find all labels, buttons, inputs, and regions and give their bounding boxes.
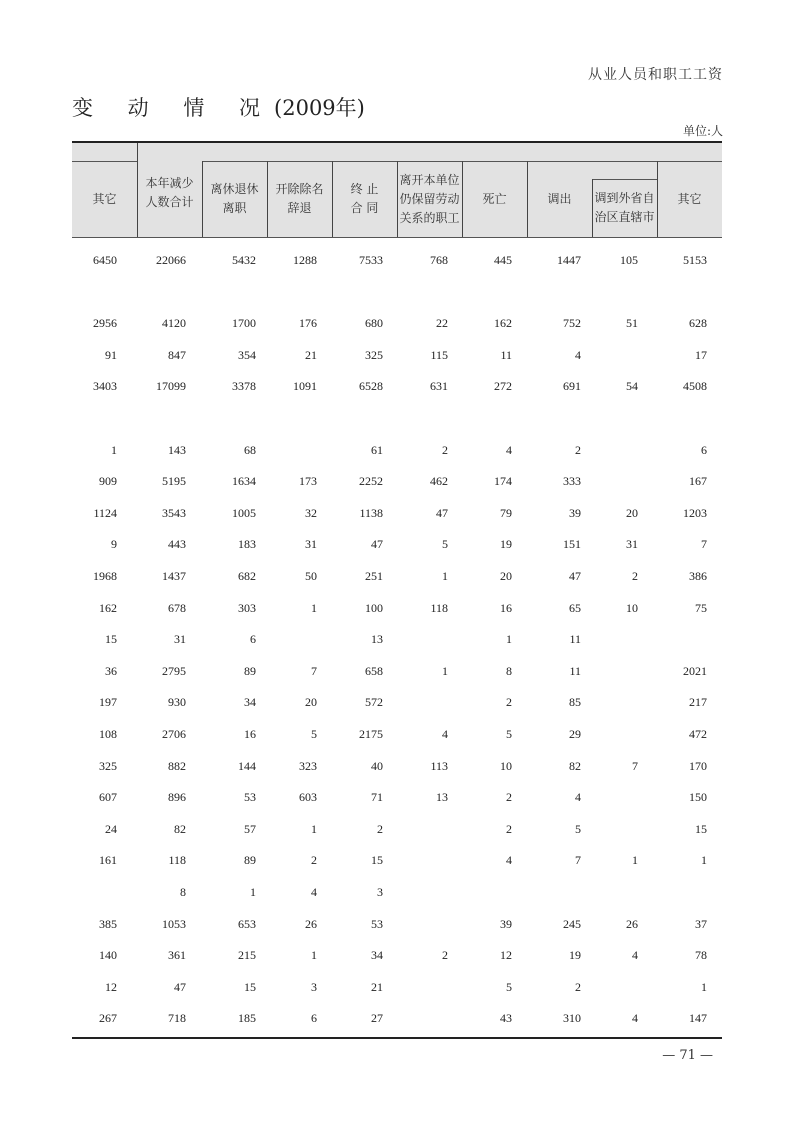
table-cell: 27 (371, 1011, 383, 1026)
table-cell: 752 (563, 316, 581, 331)
table-cell: 82 (569, 758, 581, 773)
table-cell: 443 (168, 537, 186, 552)
table-cell: 26 (626, 916, 638, 931)
table-cell: 26 (305, 916, 317, 931)
table-row (72, 503, 722, 523)
table-cell: 13 (371, 632, 383, 647)
table-cell: 658 (365, 663, 383, 678)
table-cell: 2 (506, 695, 512, 710)
table-cell: 16 (244, 727, 256, 741)
table-cell: 1124 (93, 505, 117, 520)
page-number: — 71 — (662, 1048, 713, 1063)
table-cell: 16 (500, 600, 512, 615)
table-cell: 607 (99, 790, 117, 805)
table-cell: 173 (299, 474, 317, 489)
table-cell: 2252 (359, 474, 383, 489)
table-cell: 653 (238, 916, 256, 931)
table-cell (452, 882, 512, 902)
table-row (72, 440, 722, 460)
table-cell: 691 (563, 379, 581, 394)
running-head: 从业人员和职工工资 (588, 67, 723, 83)
table-cell: 162 (494, 316, 512, 331)
table-row (72, 945, 722, 965)
table-cell: 896 (168, 790, 186, 805)
table-cell (647, 629, 707, 649)
table-cell: 68 (244, 442, 256, 457)
table-cell: 3378 (232, 379, 256, 394)
table-cell: 325 (99, 758, 117, 773)
table-cell (578, 471, 638, 491)
table-cell: 10 (500, 758, 512, 773)
table-cell: 47 (371, 537, 383, 552)
table-cell (388, 882, 448, 902)
table-cell: 882 (168, 758, 186, 773)
table-cell: 79 (500, 505, 512, 520)
table-cell: 631 (430, 379, 448, 394)
table-cell: 718 (168, 1011, 186, 1026)
table-cell: 1437 (162, 569, 186, 583)
table-cell: 215 (238, 948, 256, 963)
table-cell: 303 (238, 600, 256, 615)
table-row (72, 313, 722, 333)
table-cell: 7533 (359, 253, 383, 267)
table-cell: 333 (563, 474, 581, 489)
table-cell: 176 (299, 316, 317, 331)
table-cell: 11 (500, 347, 512, 362)
table-cell: 603 (299, 790, 317, 805)
table-cell: 680 (365, 316, 383, 331)
table-cell: 47 (569, 569, 581, 583)
table-cell: 15 (244, 979, 256, 994)
header-col-other-2: 其它 (677, 191, 702, 206)
table-cell: 19 (500, 537, 512, 552)
table-cell: 1 (442, 569, 448, 583)
table-cell: 4 (632, 1011, 638, 1026)
table-row (72, 977, 722, 997)
table-cell: 21 (305, 347, 317, 362)
header-col-to-other-province: 调到外省自 治区直辖市 (594, 191, 655, 224)
table-cell: 2706 (162, 727, 186, 741)
table-cell: 1138 (359, 505, 383, 520)
table-cell: 37 (695, 916, 707, 931)
table-cell (521, 882, 581, 902)
table-cell: 43 (500, 1011, 512, 1026)
table-cell (388, 692, 448, 712)
table-row (72, 914, 722, 934)
table-row (72, 629, 722, 649)
table-cell: 11 (569, 632, 581, 647)
table-cell: 325 (365, 347, 383, 362)
table-row (72, 534, 722, 554)
table-cell (578, 692, 638, 712)
table-cell (388, 1008, 448, 1028)
table-row (72, 345, 722, 365)
table-cell: 1 (701, 853, 707, 868)
table-cell (578, 977, 638, 997)
table-cell: 22066 (156, 253, 186, 267)
table-cell: 161 (99, 853, 117, 868)
table-cell: 118 (430, 600, 448, 615)
table-cell: 217 (689, 695, 707, 710)
table-cell: 6 (701, 442, 707, 457)
table-cell: 1 (442, 663, 448, 678)
table-row (72, 882, 722, 902)
table-cell: 6450 (93, 253, 117, 267)
table-cell: 4 (506, 853, 512, 868)
table-cell: 909 (99, 474, 117, 489)
table-cell: 7 (575, 853, 581, 868)
table-cell: 20 (305, 695, 317, 710)
table-cell: 47 (436, 505, 448, 520)
table-cell: 36 (105, 663, 117, 678)
table-cell: 12 (500, 948, 512, 963)
table-cell: 847 (168, 347, 186, 362)
table-cell: 53 (371, 916, 383, 931)
unit-label: 单位:人 (682, 124, 723, 138)
table-cell: 4 (575, 347, 581, 362)
table-cell: 89 (244, 663, 256, 678)
table-cell: 5 (311, 727, 317, 741)
table-cell: 4 (506, 442, 512, 457)
table-cell (257, 629, 317, 649)
table-cell: 105 (620, 253, 638, 267)
table-cell: 1288 (293, 253, 317, 267)
table-cell: 50 (305, 569, 317, 583)
table-cell: 29 (569, 727, 581, 741)
table-cell: 2 (311, 853, 317, 868)
header-col-left-retained: 离开本单位 仍保留劳动 关系的职工 (399, 172, 460, 225)
header-col-dismissed: 开除除名 辞退 (275, 182, 324, 215)
header-col-transferred-out: 调出 (547, 191, 572, 206)
table-cell: 5 (575, 821, 581, 836)
table-cell: 140 (99, 948, 117, 963)
table-cell: 78 (695, 948, 707, 963)
table-cell (578, 629, 638, 649)
table-cell: 7 (311, 663, 317, 678)
table-cell: 572 (365, 695, 383, 710)
table-cell: 197 (99, 695, 117, 710)
table-cell: 628 (689, 316, 707, 331)
table-cell: 10 (626, 600, 638, 615)
table-cell (578, 882, 638, 902)
table-cell: 170 (689, 758, 707, 773)
table-cell: 22 (436, 316, 448, 331)
table-cell: 174 (494, 474, 512, 489)
table-cell: 1 (701, 979, 707, 994)
table-row (72, 1008, 722, 1028)
table-row (72, 376, 722, 396)
table-cell: 89 (244, 853, 256, 868)
table-cell: 17099 (156, 379, 186, 394)
table-cell: 21 (371, 979, 383, 994)
table-cell: 34 (371, 948, 383, 963)
table-cell: 1700 (232, 316, 256, 331)
table-cell: 7 (632, 758, 638, 773)
table-cell: 4 (311, 885, 317, 899)
table-cell: 2021 (683, 663, 707, 678)
table-cell: 354 (238, 347, 256, 362)
table-cell: 2 (377, 821, 383, 836)
table-row (72, 250, 722, 270)
table-cell: 34 (244, 695, 256, 710)
table-cell: 385 (99, 916, 117, 931)
table-cell: 40 (371, 758, 383, 773)
table-cell: 5153 (683, 253, 707, 267)
table-cell: 144 (238, 758, 256, 773)
table-row (72, 850, 722, 870)
table-cell: 1447 (557, 253, 581, 267)
table-cell: 39 (569, 505, 581, 520)
table-cell: 1 (311, 948, 317, 963)
table-cell: 31 (305, 537, 317, 552)
table-cell: 61 (371, 442, 383, 457)
table-row (72, 566, 722, 586)
table-cell (647, 882, 707, 902)
table-cell: 47 (174, 979, 186, 994)
table-cell: 4 (442, 727, 448, 741)
table-cell: 115 (430, 347, 448, 362)
table-cell: 386 (689, 569, 707, 583)
header-col-deceased: 死亡 (482, 191, 507, 206)
table-cell: 185 (238, 1011, 256, 1026)
table-cell: 272 (494, 379, 512, 394)
table-cell: 3 (311, 979, 317, 994)
table-cell: 1053 (162, 916, 186, 931)
table-cell (578, 819, 638, 839)
table-cell: 54 (626, 379, 638, 394)
table-cell: 17 (695, 347, 707, 362)
table-cell: 3403 (93, 379, 117, 394)
table-cell: 13 (436, 790, 448, 805)
table-cell: 1 (506, 632, 512, 647)
table-cell: 4 (632, 948, 638, 963)
page-title-main: 变 动 情 况 (72, 96, 275, 120)
table-cell (388, 819, 448, 839)
table-cell: 15 (371, 853, 383, 868)
table-cell: 2 (506, 790, 512, 805)
table-cell: 1005 (232, 505, 256, 520)
table-cell (388, 850, 448, 870)
table-cell: 768 (430, 253, 448, 267)
table-row (72, 756, 722, 776)
table-cell: 82 (174, 821, 186, 836)
table-cell: 32 (305, 505, 317, 520)
table-cell: 65 (569, 600, 581, 615)
table-cell: 151 (563, 537, 581, 552)
table-cell: 31 (626, 537, 638, 552)
table-cell: 245 (563, 916, 581, 931)
table-row (72, 819, 722, 839)
table-bottom-rule (72, 1037, 722, 1039)
table-cell: 31 (174, 632, 186, 647)
table-cell: 1634 (232, 474, 256, 489)
table-cell: 4 (575, 790, 581, 805)
table-cell: 678 (168, 600, 186, 615)
table-cell: 162 (99, 600, 117, 615)
table-cell: 2 (442, 948, 448, 963)
header-bottom-rule (72, 237, 722, 238)
table-cell: 267 (99, 1011, 117, 1026)
table-row (72, 471, 722, 491)
table-row (72, 661, 722, 681)
table-cell: 1 (111, 442, 117, 457)
table-cell: 1 (632, 853, 638, 868)
table-cell: 150 (689, 790, 707, 805)
table-cell: 930 (168, 695, 186, 710)
table-cell: 12 (105, 979, 117, 994)
table-cell: 2 (575, 979, 581, 994)
table-cell: 15 (105, 632, 117, 647)
table-cell: 108 (99, 727, 117, 741)
table-cell: 6 (250, 632, 256, 647)
table-cell: 472 (689, 727, 707, 741)
table-cell: 251 (365, 569, 383, 583)
table-cell: 1 (311, 821, 317, 836)
table-cell: 2795 (162, 663, 186, 678)
table-cell: 682 (238, 569, 256, 583)
table-cell: 1 (250, 885, 256, 899)
table-cell (57, 882, 117, 902)
table-cell: 19 (569, 948, 581, 963)
table-cell: 8 (180, 885, 186, 899)
table-cell: 5 (442, 537, 448, 552)
table-cell (388, 977, 448, 997)
table-cell: 39 (500, 916, 512, 931)
table-cell: 2175 (359, 727, 383, 741)
table-cell: 1203 (683, 505, 707, 520)
table-row (72, 598, 722, 618)
table-cell: 462 (430, 474, 448, 489)
table-cell (388, 914, 448, 934)
table-cell: 20 (500, 569, 512, 583)
table-cell (388, 629, 448, 649)
table-cell: 5195 (162, 474, 186, 489)
table-cell: 4508 (683, 379, 707, 394)
table-cell: 85 (569, 695, 581, 710)
table-cell: 91 (105, 347, 117, 362)
table-cell: 100 (365, 600, 383, 615)
table-cell: 2 (506, 821, 512, 836)
table-cell: 1091 (293, 379, 317, 394)
table-cell (257, 440, 317, 460)
table-cell: 6528 (359, 379, 383, 394)
table-cell: 1 (311, 600, 317, 615)
table-cell: 57 (244, 821, 256, 836)
table-cell: 75 (695, 600, 707, 615)
page-title-year: (2009年) (274, 96, 365, 120)
table-cell: 147 (689, 1011, 707, 1026)
table-cell: 1968 (93, 569, 117, 583)
table-cell: 5 (506, 979, 512, 994)
table-cell: 3 (377, 885, 383, 899)
table-cell: 2 (575, 442, 581, 457)
table-cell: 2956 (93, 316, 117, 331)
table-cell: 7 (701, 537, 707, 552)
table-cell: 20 (626, 505, 638, 520)
table-cell: 2 (632, 569, 638, 583)
table-cell: 3543 (162, 505, 186, 520)
table-cell (578, 724, 638, 744)
table-cell (578, 661, 638, 681)
table-cell: 4120 (162, 316, 186, 331)
table-cell: 15 (695, 821, 707, 836)
table-cell: 5 (506, 727, 512, 741)
table-cell: 11 (569, 663, 581, 678)
header-col-other: 其它 (92, 191, 117, 206)
table-cell: 8 (506, 663, 512, 678)
table-cell (578, 440, 638, 460)
table-cell: 361 (168, 948, 186, 963)
table-cell: 445 (494, 253, 512, 267)
table-cell: 2 (442, 442, 448, 457)
table-cell: 5432 (232, 253, 256, 267)
table-row (72, 692, 722, 712)
table-cell: 51 (626, 316, 638, 331)
table-cell: 323 (299, 758, 317, 773)
table-cell: 143 (168, 442, 186, 457)
header-col-contract-ended: 终 止 合 同 (350, 182, 379, 215)
header-col-total-decrease: 本年减少 人数合计 (145, 176, 194, 209)
table-cell: 53 (244, 790, 256, 805)
table-cell: 118 (168, 853, 186, 868)
table-cell: 9 (111, 537, 117, 552)
header-col-retired: 离休退休 离职 (210, 182, 259, 215)
table-cell: 71 (371, 790, 383, 805)
page-title (72, 92, 365, 122)
table-cell: 183 (238, 537, 256, 552)
table-cell: 24 (105, 821, 117, 836)
table-cell: 6 (311, 1011, 317, 1026)
table-row (72, 787, 722, 807)
table-cell: 113 (430, 758, 448, 773)
table-cell: 167 (689, 474, 707, 489)
table-cell (578, 345, 638, 365)
table-cell (578, 787, 638, 807)
table-cell: 310 (563, 1011, 581, 1026)
table-row (72, 724, 722, 744)
